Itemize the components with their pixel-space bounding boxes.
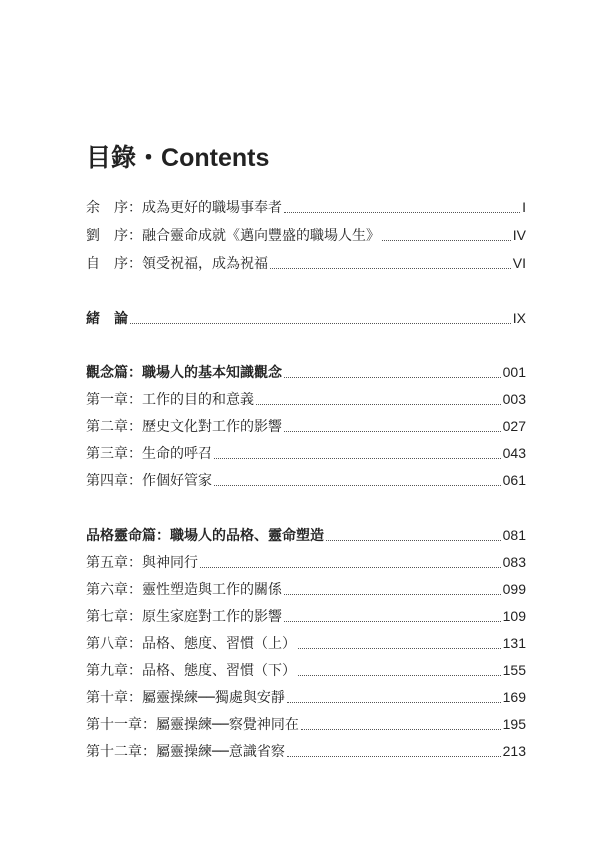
dot-leader [284,621,501,622]
dot-leader [382,240,511,241]
title-separator: ・ [136,143,162,172]
toc-entry-page: IX [512,310,526,326]
toc-entry-chapter-5[interactable] [86,551,526,573]
dot-leader [130,323,511,324]
dot-leader [214,485,501,486]
toc-entry-page: 099 [502,581,526,597]
toc-entry-preface-self[interactable] [86,252,526,274]
toc-entry-label: 第七章：原生家庭對工作的影響 [86,609,282,625]
toc-entry-label: 第八章：品格、態度、習慣（上） [86,636,296,652]
toc-entry-label: 劉 序：融合靈命成就《邁向豐盛的職場人生》 [86,228,380,244]
toc-entry-chapter-10[interactable] [86,686,526,708]
toc-entry-chapter-2[interactable] [86,415,526,437]
toc-entry-page: 169 [502,689,526,705]
toc-entry-page: 061 [502,472,526,488]
dot-leader [256,404,501,405]
toc-entry-chapter-9[interactable] [86,659,526,681]
toc-entry-label: 第十章：屬靈操練──獨處與安靜 [86,690,285,706]
toc-entry-label: 觀念篇：職場人的基本知識觀念 [86,365,282,381]
toc-entry-label: 第四章：作個好管家 [86,473,212,489]
dot-leader [287,702,501,703]
dot-leader [284,594,501,595]
toc-entry-introduction[interactable] [86,307,526,329]
dot-leader [200,567,501,568]
toc-section-character[interactable] [86,524,526,546]
toc-entry-label: 自 序：領受祝福，成為祝福 [86,256,268,272]
toc-entry-page: 083 [502,554,526,570]
dot-leader [284,212,520,213]
toc-entry-chapter-3[interactable] [86,442,526,464]
toc-entry-preface-yu[interactable] [86,196,526,218]
dot-leader [298,648,501,649]
dot-leader [284,431,501,432]
toc-entry-page: 109 [502,608,526,624]
title-cjk: 目錄 [86,143,137,172]
toc-entry-page: 131 [502,635,526,651]
toc-entry-page: 027 [502,418,526,434]
toc-entry-page: VI [512,255,526,271]
toc-entry-chapter-11[interactable] [86,713,526,735]
dot-leader [298,675,501,676]
toc-entry-preface-liu[interactable] [86,224,526,246]
toc-entry-page: IV [512,227,526,243]
toc-entry-page: 195 [502,716,526,732]
toc-entry-page: 003 [502,391,526,407]
toc-entry-label: 第二章：歷史文化對工作的影響 [86,419,282,435]
page-title [86,138,269,174]
toc-entry-chapter-8[interactable] [86,632,526,654]
dot-leader [284,377,501,378]
toc-entry-label: 第五章：與神同行 [86,555,198,571]
toc-entry-page: I [522,199,526,215]
toc-entry-label: 緒 論 [86,311,128,327]
toc-entry-page: 155 [502,662,526,678]
toc-entry-chapter-1[interactable] [86,388,526,410]
toc-entry-label: 第九章：品格、態度、習慣（下） [86,663,296,679]
toc-entry-label: 余 序：成為更好的職場事奉者 [86,200,282,216]
toc-entry-label: 第十二章：屬靈操練──意識省察 [86,744,285,760]
toc-entry-chapter-6[interactable] [86,578,526,600]
toc-entry-page: 213 [502,743,526,759]
toc-entry-label: 第六章：靈性塑造與工作的關係 [86,582,282,598]
title-latin: Contents [161,144,270,172]
dot-leader [301,729,501,730]
toc-entry-page: 001 [502,364,526,380]
dot-leader [214,458,501,459]
toc-entry-label: 品格靈命篇：職場人的品格、靈命塑造 [86,528,324,544]
toc-entry-chapter-7[interactable] [86,605,526,627]
dot-leader [326,540,501,541]
dot-leader [287,756,501,757]
toc-entry-page: 081 [502,527,526,543]
toc-entry-page: 043 [502,445,526,461]
toc-entry-chapter-4[interactable] [86,469,526,491]
dot-leader [270,268,511,269]
toc-section-concepts[interactable] [86,361,526,383]
toc-entry-label: 第三章：生命的呼召 [86,446,212,462]
toc-entry-chapter-12[interactable] [86,740,526,762]
toc-entry-label: 第十一章：屬靈操練──察覺神同在 [86,717,299,733]
toc-entry-label: 第一章：工作的目的和意義 [86,392,254,408]
